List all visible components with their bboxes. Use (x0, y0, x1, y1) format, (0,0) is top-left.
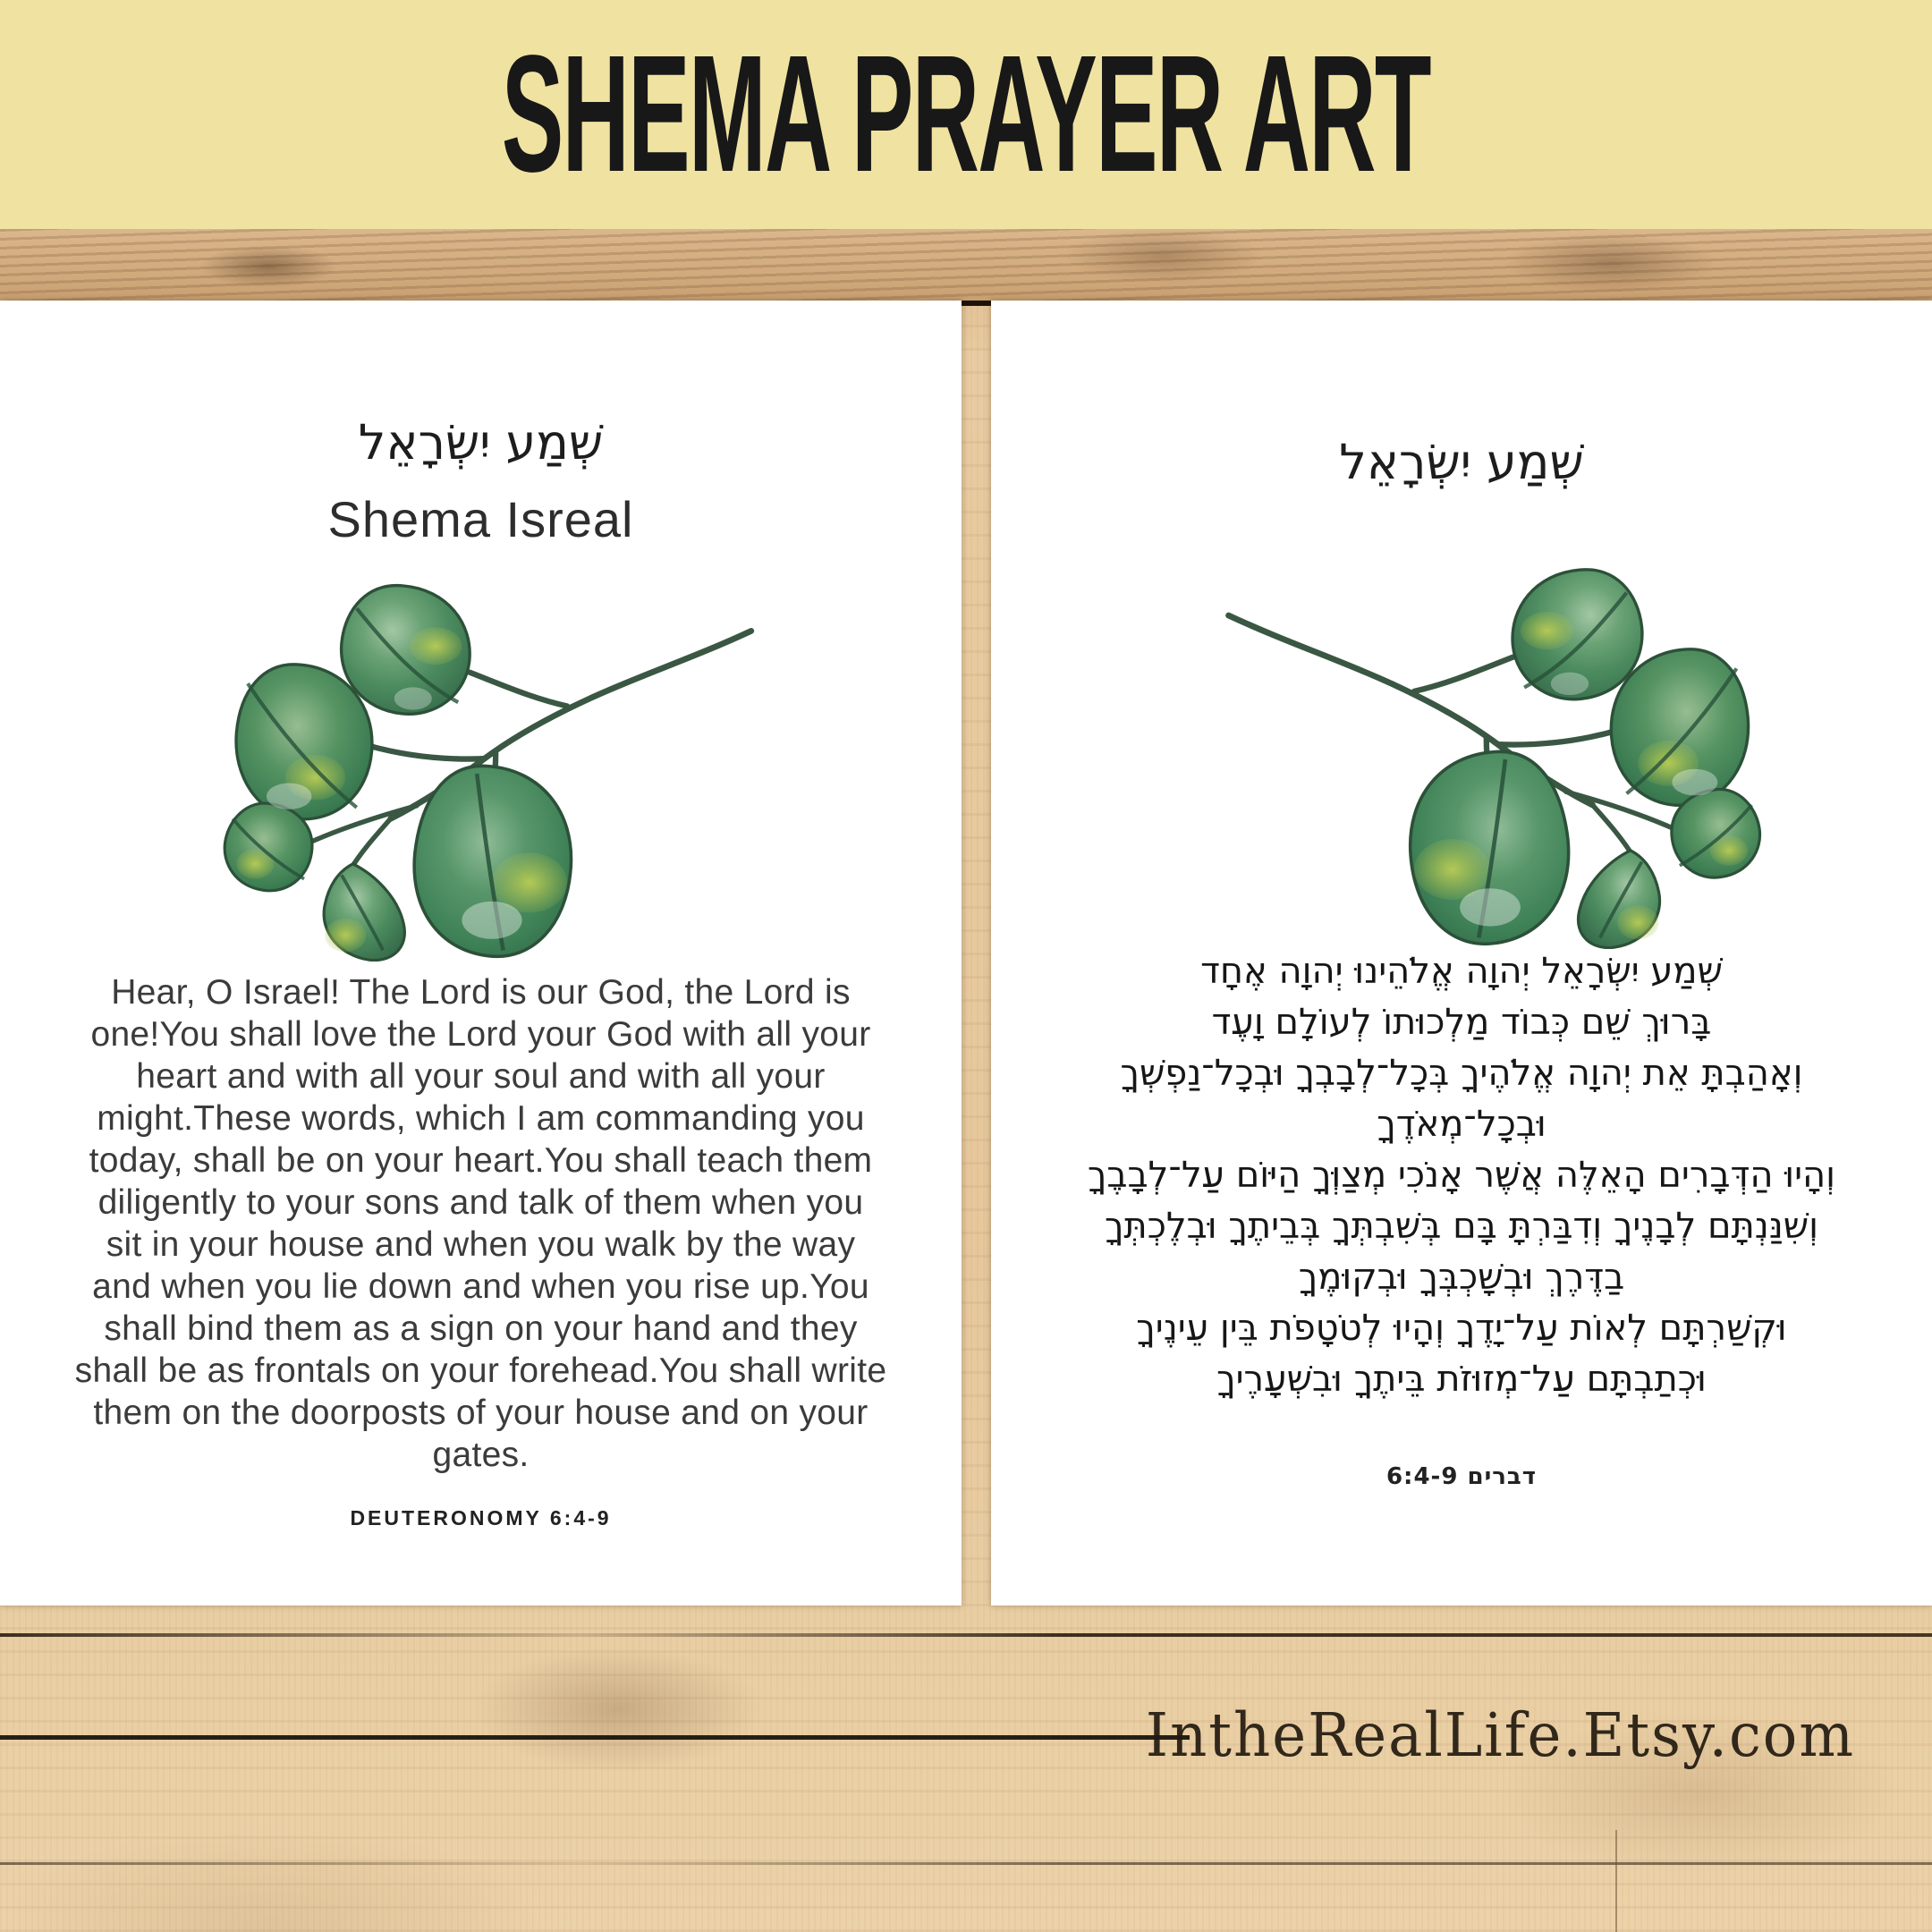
right-print-hebrew-title: שְׁמַע יִשְׂרָאֵל (1339, 434, 1584, 490)
body-text-line: gates. (432, 1436, 530, 1474)
body-text-line: today, shall be on your heart.You shall teach them (89, 1141, 873, 1180)
body-text-line: Hear, O Israel! The Lord is our God, the Lord is (111, 973, 851, 1012)
body-text-line: them on the doorposts of your house and on your (93, 1394, 869, 1432)
body-text-line: might.These words, which I am commanding you (97, 1099, 865, 1138)
right-print-scripture-reference: דברים 6:4-9 (1385, 1463, 1538, 1490)
wood-seam (0, 1735, 1190, 1740)
left-print-body-text (0, 971, 962, 1476)
body-text-line: וּקְשַׁרְתָּם לְאוֹת עַל־יָדֶךָ וְהָיוּ לְטֹטָפֹת בֵּין עֵינֶיךָ (1136, 1308, 1787, 1349)
body-text-line: וּכְתַבְתָּם עַל־מְזוּזֹת בֵּיתֶךָ וּבִשְׁעָרֶיךָ (1216, 1359, 1707, 1400)
body-text-line: diligently to your sons and talk of them when you (97, 1183, 864, 1222)
body-text-line: וְהָיוּ הַדְּבָרִים הָאֵלֶּה אֲשֶׁר אָנֹכִי מְצַוְּךָ הַיּוֹם עַל־לְבָבֶךָ (1087, 1155, 1836, 1196)
body-text-line: shall bind them as a sign on your hand and they (104, 1309, 858, 1348)
eucalyptus-branch-illustration-mirrored (1206, 551, 1775, 949)
title-banner (0, 0, 1932, 229)
body-text-line: שְׁמַע יִשְׂרָאֵל יְהוָה אֱלֹהֵינוּ יְהוָה אֶחָד (1200, 951, 1723, 992)
body-text-line: וְשִׁנַּנְתָּם לְבָנֶיךָ וְדִבַּרְתָּ בָּם בְּשִׁבְתְּךָ בְּבֵיתֶךָ וּבְלֶכְתְּךָ (1104, 1206, 1819, 1247)
wood-seam (0, 1633, 1932, 1637)
body-text-line: shall be as frontals on your forehead.You shall write (74, 1352, 887, 1390)
wood-seam (0, 1862, 1932, 1865)
page-title: SHEMA PRAYER ART (501, 21, 1431, 207)
body-text-line: וּבְכָל־מְאֹדֶךָ (1377, 1104, 1546, 1145)
body-text-line: בַדֶּרֶךְ וּבְשָׁכְבְּךָ וּבְקוּמֶךָ (1298, 1257, 1625, 1298)
body-text-line: בָּרוּךְ שֵׁם כְּבוֹד מַלְכוּתוֹ לְעוֹלָם וָעֶד (1211, 1002, 1712, 1043)
left-print-scripture-reference: DEUTERONOMY 6:4-9 (350, 1506, 612, 1530)
left-print-hebrew-title: שְׁמַע יִשְׂרָאֵל (358, 414, 604, 470)
body-text-line: and when you lie down and when you rise up.You (92, 1267, 869, 1306)
body-text-line: וְאָהַבְתָּ אֵת יְהוָה אֱלֹהֶיךָ בְּכָל־לְבָבְךָ וּבְכָל־נַפְשְׁךָ (1120, 1053, 1803, 1094)
body-text-line: one!You shall love the Lord your God with all your (90, 1015, 871, 1054)
shop-watermark: IntheRealLife.Etsy.com (1145, 1701, 1855, 1771)
left-print-english (0, 301, 962, 1606)
wood-seam-vertical (1615, 1830, 1617, 1932)
wood-plank-top (0, 229, 1932, 306)
right-print-hebrew (991, 301, 1932, 1606)
body-text-line: sit in your house and when you walk by the way (106, 1225, 856, 1264)
left-print-subtitle: Shema Isreal (327, 491, 634, 547)
right-print-body-text (991, 946, 1932, 1405)
body-text-line: heart and with all your soul and with all your (136, 1057, 826, 1096)
eucalyptus-branch-illustration (210, 567, 774, 962)
